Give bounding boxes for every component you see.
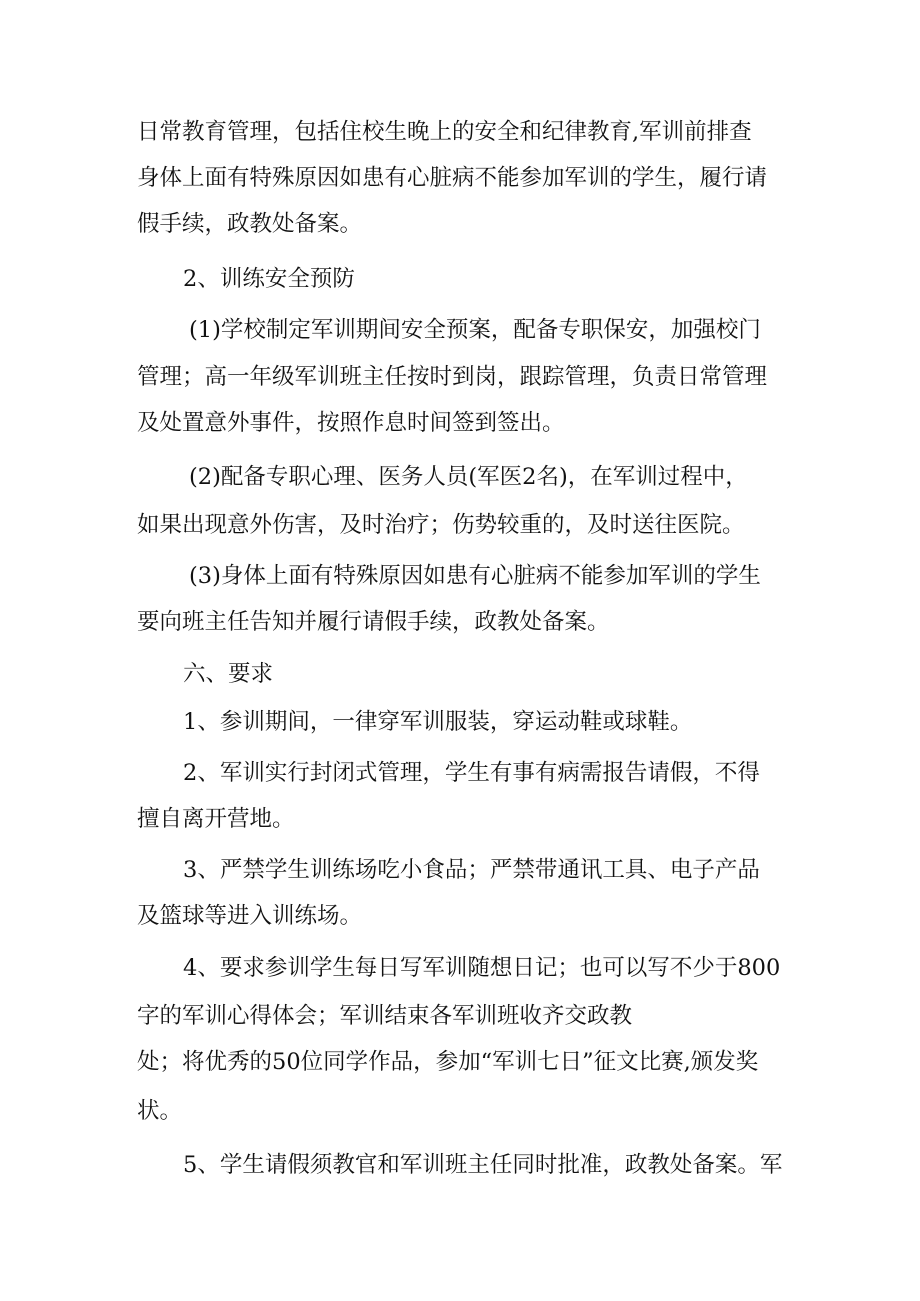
section-heading: 六、要求 (183, 661, 274, 687)
text-line: 及篮球等进入训练场。 (137, 903, 363, 929)
text-line: 2、军训实行封闭式管理，学生有事有病需报告请假，不得 (183, 760, 760, 786)
text-line: (2)配备专职心理、医务人员(军医2名)，在军训过程中， (189, 464, 748, 490)
text-line: 及处置意外事件，按照作息时间签到签出。 (137, 410, 565, 436)
text-line: 5、学生请假须教官和军训班主任同时批准，政教处备案。军 (183, 1152, 783, 1178)
text-line: 身体上面有特殊原因如患有心脏病不能参加军训的学生，履行请 (137, 165, 768, 191)
text-line: 如果出现意外伤害，及时治疗；伤势较重的，及时送往医院。 (137, 512, 745, 538)
text-line: 要向班主任告知并履行请假手续，政教处备案。 (137, 609, 610, 635)
text-line: 擅自离开营地。 (137, 806, 295, 832)
text-line: 日常教育管理，包括住校生晚上的安全和纪律教育,军训前排查 (137, 119, 752, 145)
text-line: 字的军训心得体会；军训结束各军训班收齐交政教 (137, 1003, 633, 1029)
section-heading: 2、训练安全预防 (183, 266, 355, 292)
text-line: 1、参训期间，一律穿军训服装，穿运动鞋或球鞋。 (183, 709, 693, 735)
text-line: (3)身体上面有特殊原因如患有心脏病不能参加军训的学生 (189, 563, 761, 589)
text-line: 管理；高一年级军训班主任按时到岗，跟踪管理，负责日常管理 (137, 364, 768, 390)
text-line: (1)学校制定军训期间安全预案，配备专职保安，加强校门 (189, 317, 761, 343)
text-line: 3、严禁学生训练场吃小食品；严禁带通讯工具、电子产品 (183, 857, 760, 883)
text-line: 状。 (137, 1098, 183, 1124)
text-line: 处；将优秀的50位同学作品，参加“军训七日”征文比赛,颁发奖 (137, 1049, 759, 1075)
text-line: 假手续，政教处备案。 (137, 211, 363, 237)
text-line: 4、要求参训学生每日写军训随想日记；也可以写不少于800 (183, 955, 781, 981)
